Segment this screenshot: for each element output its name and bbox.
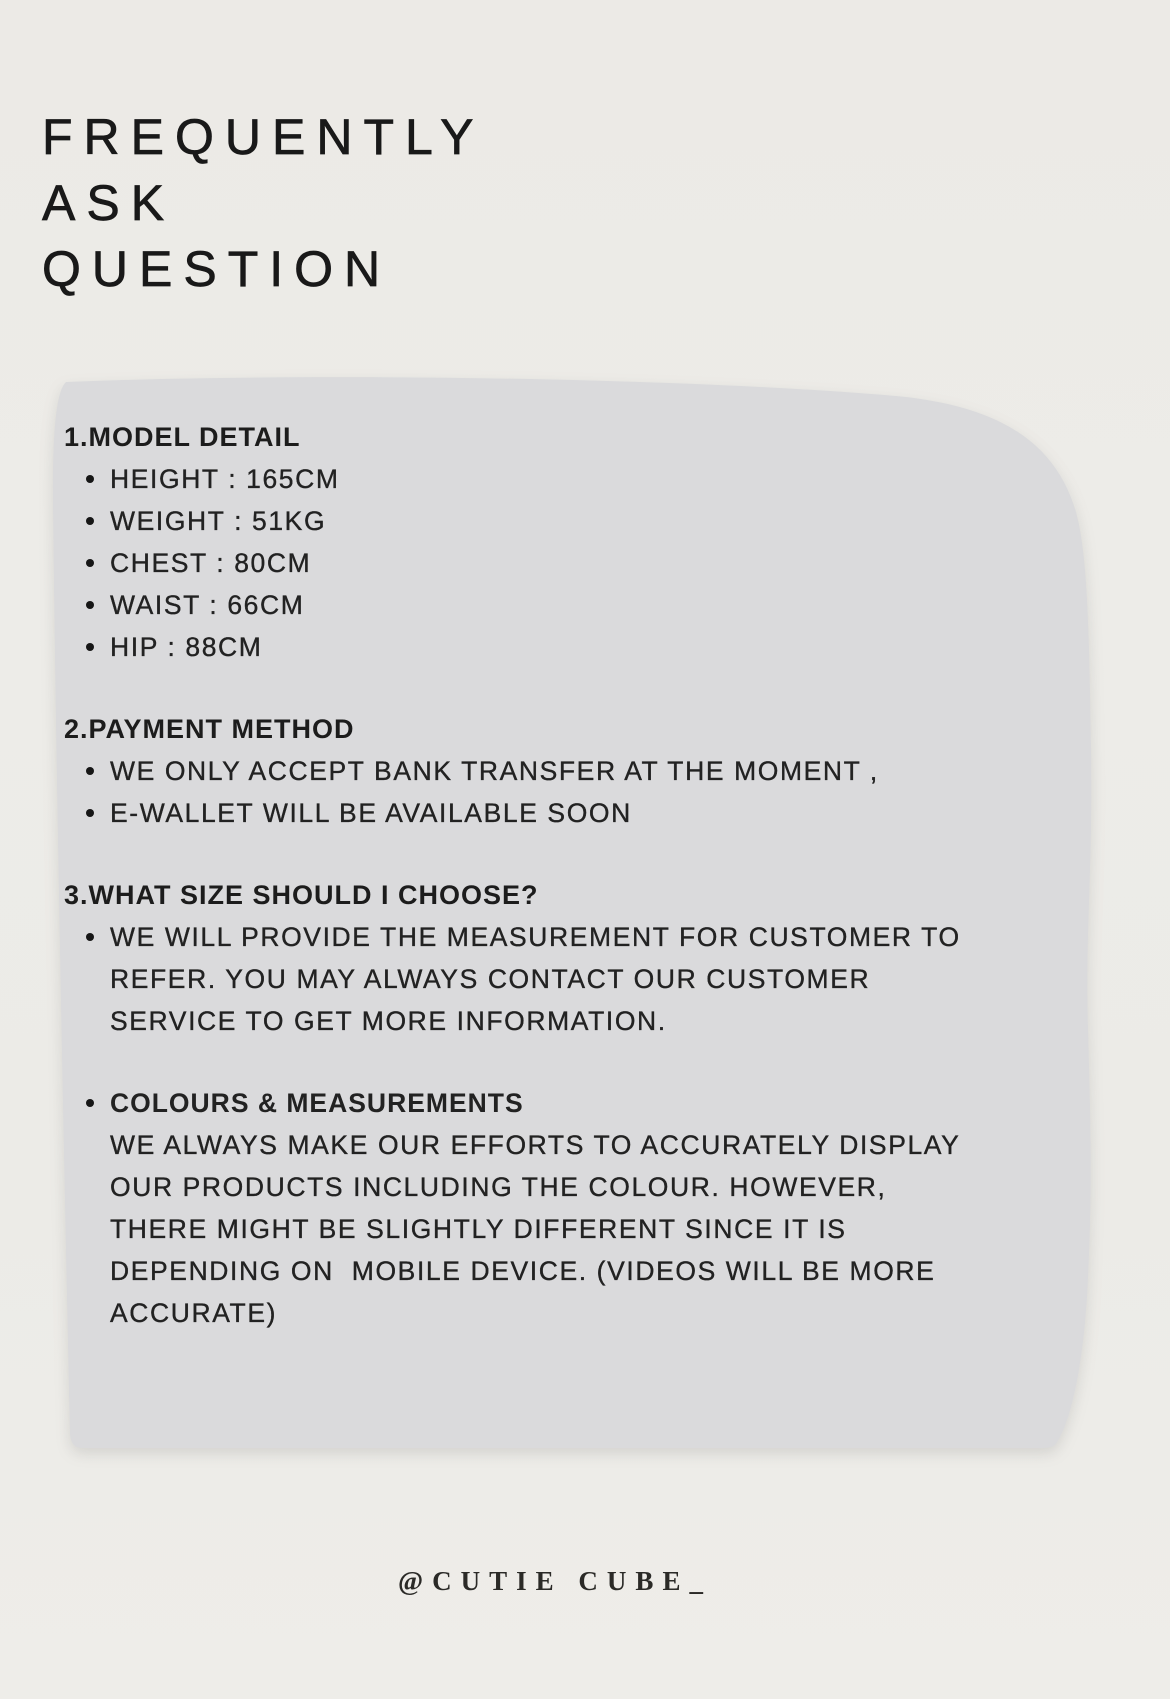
size-guide-list	[64, 916, 1072, 1334]
colours-note-line: DEPENDING ON MOBILE DEVICE. (VIDEOS WILL BE MORE	[110, 1256, 936, 1286]
bullet-icon	[86, 475, 94, 483]
bullet-text: WE ONLY ACCEPT BANK TRANSFER AT THE MOMENT ,	[110, 756, 879, 786]
bullet-icon	[86, 643, 94, 651]
bullet-text: CHEST : 80CM	[110, 548, 312, 578]
page-title	[42, 104, 484, 302]
list-item	[86, 792, 1072, 834]
model-detail-list	[64, 458, 1072, 668]
section-model-detail	[64, 416, 1072, 668]
list-item	[86, 626, 1072, 668]
bullet-text: HEIGHT : 165CM	[110, 464, 340, 494]
bullet-icon	[86, 933, 94, 941]
list-item	[86, 500, 1072, 542]
bullet-text-line: REFER. YOU MAY ALWAYS CONTACT OUR CUSTOMER	[110, 964, 871, 994]
bullet-icon	[86, 517, 94, 525]
section-heading: 2.PAYMENT METHOD	[64, 714, 355, 744]
footer	[0, 1566, 1170, 1597]
section-heading: 1.MODEL DETAIL	[64, 422, 301, 452]
bullet-icon	[86, 1099, 94, 1107]
bullet-icon	[86, 559, 94, 567]
bullet-icon	[86, 809, 94, 817]
payment-method-list	[64, 750, 1072, 834]
list-item	[86, 542, 1072, 584]
colours-note-line: THERE MIGHT BE SLIGHTLY DIFFERENT SINCE IT IS	[110, 1214, 847, 1244]
bullet-text-line: WE WILL PROVIDE THE MEASUREMENT FOR CUSTOMER TO	[110, 922, 961, 952]
section-size-guide	[64, 874, 1072, 1334]
colours-note-title: COLOURS & MEASUREMENTS	[110, 1088, 524, 1118]
title-line: QUESTION	[42, 241, 392, 297]
colours-note-line: WE ALWAYS MAKE OUR EFFORTS TO ACCURATELY DISPLAY	[110, 1130, 961, 1160]
list-item	[86, 750, 1072, 792]
list-item	[86, 584, 1072, 626]
bullet-icon	[86, 601, 94, 609]
list-item-colours-note	[86, 1082, 1072, 1334]
instagram-handle: @CUTIE CUBE_	[398, 1566, 712, 1596]
list-item	[86, 916, 1072, 1042]
bullet-text: HIP : 88CM	[110, 632, 263, 662]
section-heading: 3.WHAT SIZE SHOULD I CHOOSE?	[64, 880, 539, 910]
title-line: ASK	[42, 175, 176, 231]
bullet-text: E-WALLET WILL BE AVAILABLE SOON	[110, 798, 632, 828]
title-line: FREQUENTLY	[42, 109, 485, 165]
faq-content	[44, 370, 1092, 1450]
bullet-text-line: SERVICE TO GET MORE INFORMATION.	[110, 1006, 667, 1036]
bullet-text: WAIST : 66CM	[110, 590, 305, 620]
list-item	[86, 458, 1072, 500]
bullet-text: WEIGHT : 51KG	[110, 506, 327, 536]
colours-note-line: ACCURATE)	[110, 1298, 278, 1328]
colours-note-line: OUR PRODUCTS INCLUDING THE COLOUR. HOWEVER,	[110, 1172, 887, 1202]
bullet-icon	[86, 767, 94, 775]
faq-card	[44, 370, 1092, 1450]
section-payment-method	[64, 708, 1072, 834]
